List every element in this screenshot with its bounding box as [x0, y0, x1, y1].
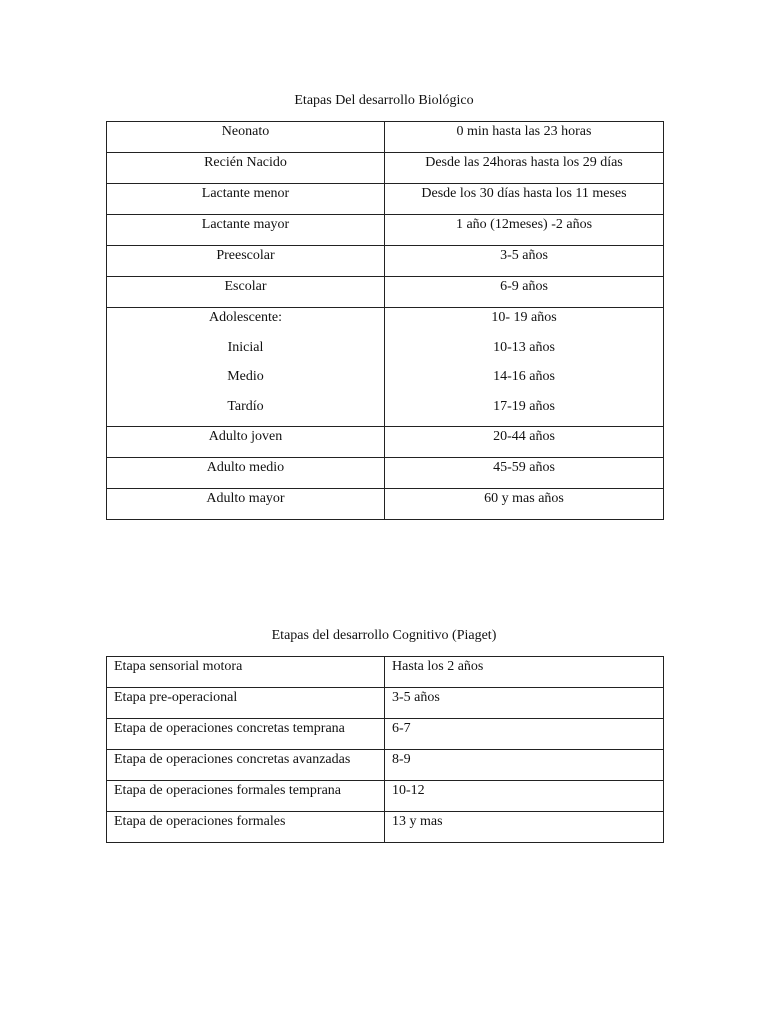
- stage-cell: [107, 812, 385, 843]
- stage-cell: [107, 781, 385, 812]
- stage-cell: [107, 122, 385, 153]
- age-sublabel: 14-16 años: [493, 369, 555, 384]
- table-row: [107, 750, 664, 781]
- stage-label: Adolescente:: [208, 310, 283, 325]
- stage-cell: [107, 246, 385, 277]
- age-label: 8-9: [392, 752, 411, 767]
- stage-cell: [107, 458, 385, 489]
- stage-sublabel: Tardío: [227, 398, 264, 414]
- age-cell: [385, 246, 664, 277]
- table-row: [107, 458, 664, 489]
- stage-cell: [107, 427, 385, 458]
- age-label: 6-9 años: [500, 279, 548, 294]
- stage-cell: [107, 277, 385, 308]
- table-row: [107, 153, 664, 184]
- biological-table-title: Etapas Del desarrollo Biológico: [294, 93, 474, 108]
- stage-cell: [107, 308, 385, 427]
- age-label: 3-5 años: [500, 248, 548, 263]
- biological-stages-table: [106, 121, 664, 520]
- age-sublabel: 17-19 años: [493, 398, 555, 414]
- age-cell: [385, 719, 664, 750]
- table-row: [107, 184, 664, 215]
- stage-label: Neonato: [221, 124, 270, 139]
- stage-cell: [107, 489, 385, 520]
- age-label: 0 min hasta las 23 horas: [456, 124, 592, 139]
- age-cell: [385, 781, 664, 812]
- stage-cell: [107, 719, 385, 750]
- age-cell: [385, 184, 664, 215]
- stage-cell: [107, 215, 385, 246]
- stage-label: Recién Nacido: [204, 155, 287, 170]
- table-row: [107, 215, 664, 246]
- stage-sublabel: Inicial: [227, 339, 264, 355]
- stage-label: Etapa de operaciones concretas avanzadas: [114, 752, 351, 767]
- age-cell: [385, 458, 664, 489]
- stage-sublabel: Medio: [227, 369, 264, 384]
- age-label: 20-44 años: [493, 429, 555, 444]
- stage-label: Preescolar: [216, 248, 275, 263]
- table-row: [107, 688, 664, 719]
- age-label: 6-7: [392, 721, 411, 736]
- age-label: 1 año (12meses) -2 años: [455, 217, 593, 232]
- age-label: 45-59 años: [493, 460, 555, 475]
- cognitive-table-title: Etapas del desarrollo Cognitivo (Piaget): [271, 628, 497, 643]
- table-row: [107, 122, 664, 153]
- age-label: 10- 19 años: [491, 310, 557, 325]
- stage-label: Escolar: [224, 279, 267, 294]
- table-row: [107, 489, 664, 520]
- table-row: [107, 657, 664, 688]
- table-row: [107, 246, 664, 277]
- table-row: [107, 427, 664, 458]
- stage-cell: [107, 184, 385, 215]
- age-label: 3-5 años: [392, 690, 440, 705]
- cognitive-stages-table: [106, 656, 664, 843]
- stage-label: Adulto mayor: [206, 491, 285, 506]
- table-row: [107, 277, 664, 308]
- age-sublabel: 10-13 años: [493, 339, 555, 355]
- age-cell: [385, 427, 664, 458]
- stage-label: Etapa pre-operacional: [114, 690, 238, 705]
- table-row: [107, 812, 664, 843]
- stage-cell: [107, 657, 385, 688]
- age-cell: [385, 153, 664, 184]
- stage-label: Adulto joven: [208, 429, 283, 444]
- stage-label: Adulto medio: [206, 460, 285, 475]
- stage-label: Etapa de operaciones formales: [114, 814, 286, 829]
- age-cell: [385, 812, 664, 843]
- stage-cell: [107, 688, 385, 719]
- age-cell: [385, 489, 664, 520]
- age-cell: [385, 750, 664, 781]
- age-cell: [385, 215, 664, 246]
- age-label: 10-12: [392, 783, 425, 798]
- age-label: Desde las 24horas hasta los 29 días: [425, 155, 623, 170]
- table-row: [107, 781, 664, 812]
- age-cell: [385, 277, 664, 308]
- stage-label: Lactante mayor: [201, 217, 290, 232]
- stage-label: Etapa de operaciones formales temprana: [114, 783, 342, 798]
- stage-label: Lactante menor: [201, 186, 290, 201]
- table-row: [107, 719, 664, 750]
- table-row-adolescent: [107, 308, 664, 427]
- age-label: 60 y mas años: [484, 491, 564, 506]
- age-label: 13 y mas: [392, 814, 443, 829]
- age-cell: [385, 657, 664, 688]
- age-label: Desde los 30 días hasta los 11 meses: [421, 186, 627, 201]
- stage-label: Etapa sensorial motora: [114, 659, 243, 674]
- age-cell: [385, 122, 664, 153]
- age-cell: [385, 688, 664, 719]
- stage-cell: [107, 153, 385, 184]
- stage-cell: [107, 750, 385, 781]
- age-label: Hasta los 2 años: [392, 659, 484, 674]
- stage-label: Etapa de operaciones concretas temprana: [114, 721, 345, 736]
- age-cell: [385, 308, 664, 427]
